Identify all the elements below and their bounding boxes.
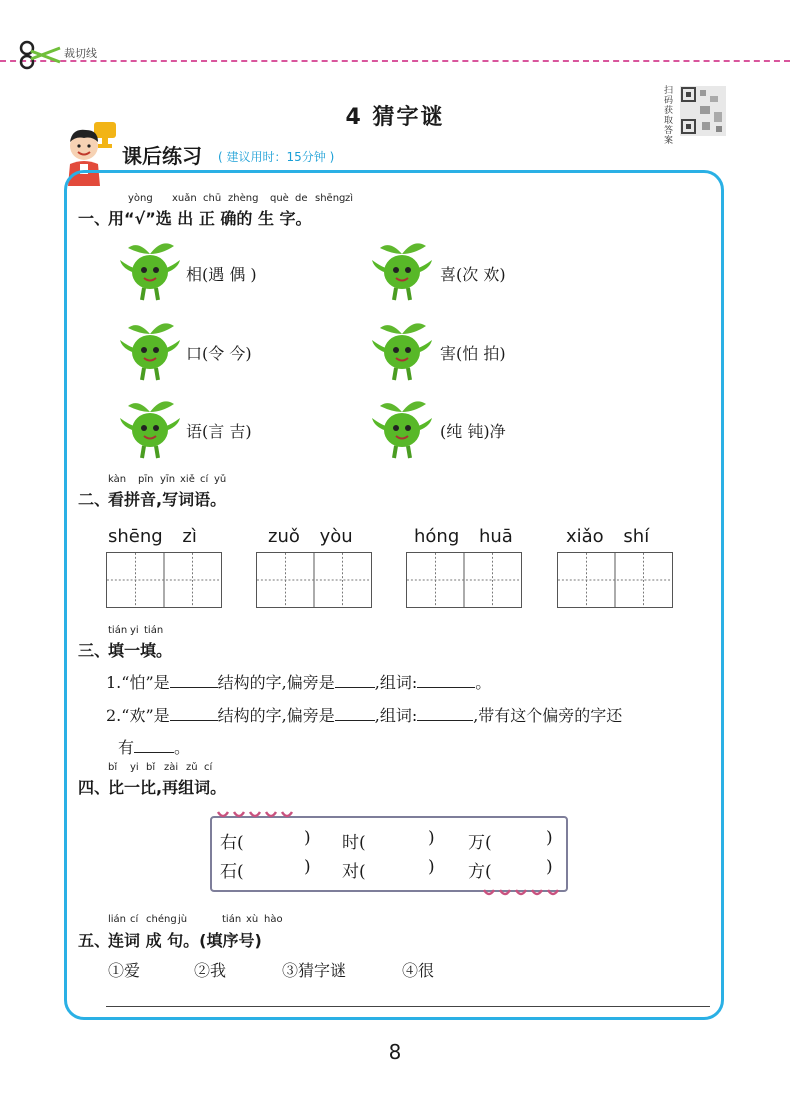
section-title: 课后练习	[122, 144, 202, 168]
q1-pinyin-1: yòng	[128, 193, 153, 204]
q2-pinyin-2: pīn	[138, 474, 154, 485]
cut-line	[0, 60, 790, 62]
qr-label: 扫码获取答案	[664, 86, 674, 146]
q2-pinyin-3: yīn	[160, 474, 176, 485]
answer-blank[interactable]	[335, 706, 375, 721]
cut-line-label: 裁切线	[64, 47, 97, 60]
q3-pinyin-1: tián	[108, 625, 128, 636]
q5-pinyin-3: chéng	[146, 914, 177, 925]
q4-pinyin-3: bǐ	[146, 762, 156, 773]
compare-box	[210, 816, 568, 892]
q1-pinyin-6: de	[295, 193, 308, 204]
q3-sentence-2-cont: 有 。	[118, 738, 191, 757]
q2-word-pinyin-1: shēng zì	[108, 526, 197, 547]
q1-item-5[interactable]: 语(言 吉)	[186, 422, 252, 441]
heart-decoration-icon	[480, 886, 566, 900]
q5-word-2: ②我	[194, 961, 227, 980]
q5-pinyin-7: hào	[264, 914, 283, 925]
q2-pinyin-6: yǔ	[214, 474, 227, 485]
q4-pinyin-1: bǐ	[108, 762, 118, 773]
q1-pinyin-3: chū	[203, 193, 222, 204]
compare-char-1-open[interactable]: 右(	[220, 833, 244, 853]
q2-number: 二、	[78, 490, 111, 509]
q1-pinyin-2: xuǎn	[172, 193, 197, 204]
compare-char-3-open[interactable]: 万(	[468, 833, 492, 853]
q2-word-pinyin-4: xiǎo shí	[566, 526, 650, 547]
section-subtitle: ( 建议用时：15分钟 )	[218, 150, 335, 164]
q1-item-2[interactable]: 喜(次 欢)	[440, 265, 506, 284]
q1-item-3[interactable]: 口(令 今)	[186, 344, 252, 363]
q5-pinyin-2: cí	[130, 914, 139, 925]
q5-number: 五、	[78, 931, 111, 950]
scissors-icon	[18, 40, 62, 70]
compare-char-5-close: )	[428, 857, 435, 877]
sprout-mascot-icon	[370, 396, 434, 462]
q4-text: 比一比,再组词。	[108, 778, 227, 797]
q1-number: 一、	[78, 209, 111, 228]
q1-item-4[interactable]: 害(怕 拍)	[440, 344, 506, 363]
q1-text: 用“√”选 出 正 确的 生 字。	[108, 209, 312, 228]
sprout-mascot-icon	[118, 318, 182, 384]
writing-grid[interactable]	[557, 552, 673, 608]
writing-grid[interactable]	[106, 552, 222, 608]
q2-text: 看拼音,写词语。	[108, 490, 227, 509]
answer-blank[interactable]	[335, 673, 375, 688]
sprout-mascot-icon	[370, 318, 434, 384]
q3-text: 填一填。	[108, 641, 173, 660]
q2-pinyin-1: kàn	[108, 474, 127, 485]
q3-number: 三、	[78, 641, 111, 660]
q1-item-6[interactable]: (纯 钝)净	[440, 422, 506, 441]
q4-pinyin-5: zǔ	[186, 762, 198, 773]
q3-pinyin-2: yi	[130, 625, 139, 636]
writing-grid[interactable]	[406, 552, 522, 608]
q1-pinyin-8: zì	[345, 193, 354, 204]
compare-char-4-open[interactable]: 石(	[220, 862, 244, 882]
q1-pinyin-7: shēng	[315, 193, 346, 204]
answer-blank[interactable]	[417, 706, 473, 721]
page-number: 8	[388, 1040, 402, 1064]
answer-blank[interactable]	[134, 738, 174, 753]
q4-number: 四、	[78, 778, 111, 797]
answer-blank[interactable]	[417, 673, 475, 688]
compare-char-2-open[interactable]: 时(	[342, 833, 366, 853]
compare-char-2-close: )	[428, 828, 435, 848]
q5-pinyin-1: lián	[108, 914, 127, 925]
q4-pinyin-6: cí	[204, 762, 213, 773]
page-title: 4 猜字谜	[345, 105, 445, 130]
q1-pinyin-4: zhèng	[228, 193, 259, 204]
q1-item-1[interactable]: 相(遇 偶 )	[186, 265, 257, 284]
q3-sentence-1: 1.“怕”是 结构的字,偏旁是 ,组词: 。	[106, 673, 492, 692]
qr-code-icon[interactable]	[680, 86, 726, 136]
answer-blank[interactable]	[170, 673, 218, 688]
q4-pinyin-4: zài	[164, 762, 179, 773]
q2-pinyin-5: cí	[200, 474, 209, 485]
sprout-mascot-icon	[118, 238, 182, 304]
q5-word-1: ①爱	[108, 961, 141, 980]
heart-decoration-icon	[214, 808, 300, 822]
compare-char-6-close: )	[546, 857, 553, 877]
answer-line[interactable]	[106, 1006, 710, 1007]
compare-char-5-open[interactable]: 对(	[342, 862, 366, 882]
writing-grid[interactable]	[256, 552, 372, 608]
compare-char-4-close: )	[304, 857, 311, 877]
q2-word-pinyin-3: hóng huā	[414, 526, 513, 547]
compare-char-3-close: )	[546, 828, 553, 848]
answer-blank[interactable]	[170, 706, 218, 721]
q5-word-3: ③猜字谜	[282, 961, 347, 980]
q5-pinyin-6: xù	[246, 914, 259, 925]
sprout-mascot-icon	[370, 238, 434, 304]
compare-char-6-open[interactable]: 方(	[468, 862, 492, 882]
q2-word-pinyin-2: zuǒ yòu	[268, 526, 353, 547]
q3-pinyin-3: tián	[144, 625, 164, 636]
q5-word-4: ④很	[402, 961, 435, 980]
q2-pinyin-4: xiě	[180, 474, 195, 485]
q4-pinyin-2: yi	[130, 762, 139, 773]
q1-pinyin-5: què	[270, 193, 289, 204]
q5-pinyin-5: tián	[222, 914, 242, 925]
sprout-mascot-icon	[118, 396, 182, 462]
q5-text: 连词 成 句。(填序号)	[108, 931, 262, 950]
compare-char-1-close: )	[304, 828, 311, 848]
q3-sentence-2: 2.“欢”是 结构的字,偏旁是 ,组词: ,带有这个偏旁的字还	[106, 706, 623, 725]
q5-pinyin-4: jù	[178, 914, 188, 925]
